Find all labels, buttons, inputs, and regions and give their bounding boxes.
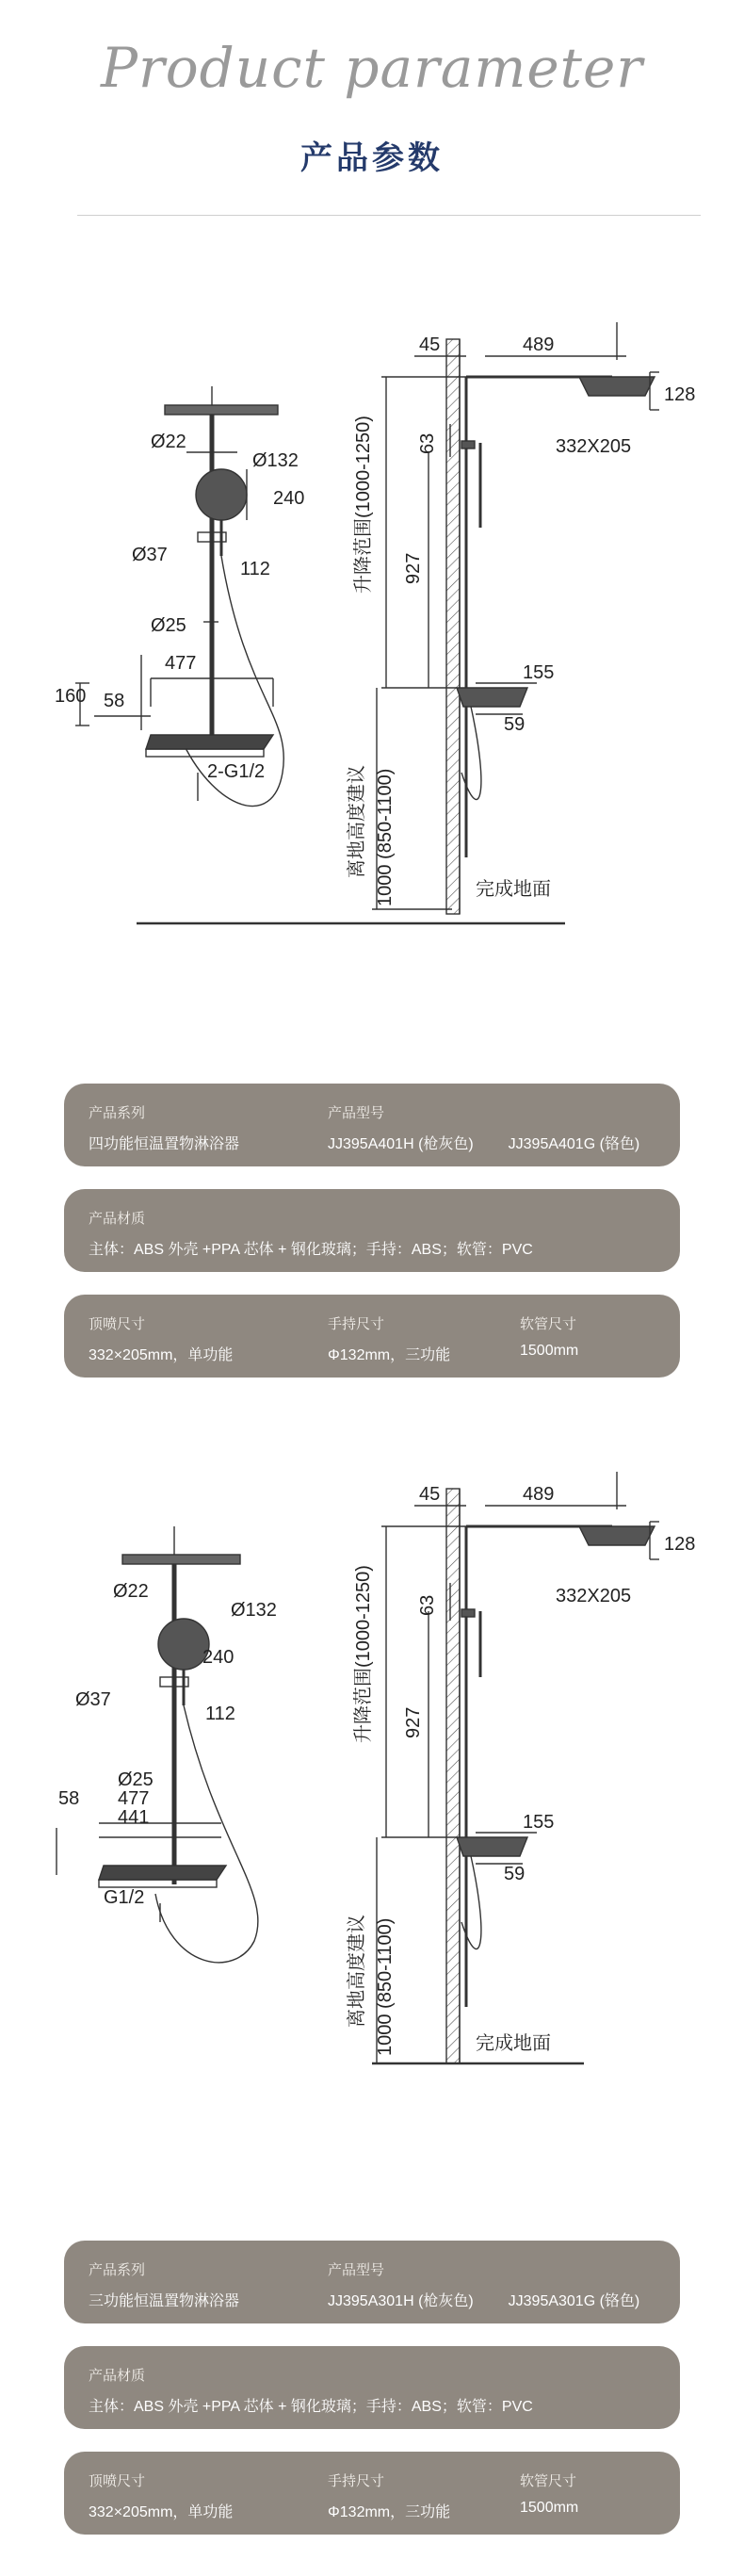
dim-d37: Ø37 [75,1689,111,1710]
dim-d37: Ø37 [132,545,168,565]
dim-d332: 332X205 [556,1586,632,1606]
dim-d441: 441 [118,1807,150,1828]
series-value: 三功能恒温置物淋浴器 [89,2293,240,2309]
dim-range: 升降范围(1000-1250) [353,1565,374,1743]
series-value: 四功能恒温置物淋浴器 [89,1136,240,1152]
dim-d112: 112 [240,559,270,579]
material-label: 产品材质 [89,2368,146,2384]
page-title: 产品参数 [300,139,444,177]
dim-d132: Ø132 [252,450,299,471]
dim-height: 离地高度建议 [347,1915,367,2028]
dim-d489: 489 [523,1484,555,1505]
material-label: 产品材质 [89,1211,146,1227]
dim-d45: 45 [419,334,441,355]
spec-card-series [64,1084,680,1166]
dim-d132: Ø132 [231,1600,277,1621]
dim-d59: 59 [504,1864,526,1884]
spec-card-sizes-2 [64,2452,680,2535]
dim-g: G1/2 [104,1887,145,1908]
spec-card-sizes [64,1295,680,1378]
hand-label: 手持尺寸 [328,2473,385,2489]
top-value: 332×205mm，单功能 [89,1347,234,1363]
dim-d927: 927 [403,1706,424,1738]
dim-d59: 59 [504,714,526,735]
hose-label: 软管尺寸 [520,1316,577,1332]
hand-label: 手持尺寸 [328,1316,385,1332]
dim-d58: 58 [104,691,125,711]
divider [77,215,701,216]
floor-label: 完成地面 [476,879,551,900]
top-value: 332×205mm，单功能 [89,2504,234,2520]
material-value: 主体：ABS 外壳 +PPA 芯体 + 钢化玻璃；手持：ABS；软管：PVC [89,2399,533,2415]
top-shower-side [579,377,655,396]
dim-height: 离地高度建议 [347,765,367,878]
dim-d155: 155 [523,1812,555,1833]
spec-card-material-2 [64,2346,680,2429]
dim-d477: 477 [165,653,197,674]
model-value-a: JJ395A301H (枪灰色) [328,2293,474,2309]
dim-d128: 128 [664,384,696,405]
dim-height2: 1000 (850-1100) [375,1917,396,2056]
technical-drawing-2 [0,1451,744,2139]
dim-d22: Ø22 [113,1581,149,1602]
dim-d240: 240 [202,1647,235,1668]
dim-d112: 112 [205,1704,235,1724]
dim-d25: Ø25 [151,615,186,636]
hose-value: 1500mm [520,2500,579,2516]
dim-d22: Ø22 [151,432,186,452]
hand-value: Φ132mm，三功能 [328,2504,451,2520]
model-value-a: JJ395A401H (枪灰色) [328,1136,474,1152]
top-label: 顶喷尺寸 [89,1316,146,1332]
series-label: 产品系列 [89,1105,146,1121]
dim-d25: Ø25 [118,1769,154,1790]
dim-d477: 477 [118,1788,150,1809]
spec-card-material [64,1189,680,1272]
model-value-b: JJ395A401G (铬色) [508,1136,640,1152]
dim-d45: 45 [419,1484,441,1505]
dim-height2: 1000 (850-1100) [375,768,396,906]
dim-d63: 63 [417,432,438,454]
hand-shower [196,469,247,520]
dim-d63: 63 [417,1594,438,1616]
dim-d332: 332X205 [556,436,632,457]
dim-d128: 128 [664,1534,696,1555]
floor-label: 完成地面 [476,2033,551,2054]
dim-d927: 927 [403,552,424,584]
dim-g: 2-G1/2 [207,761,266,782]
script-title: Product parameter [100,36,644,100]
dim-d160: 160 [55,686,87,707]
hose-value: 1500mm [520,1343,579,1359]
technical-drawing-1 [0,302,744,989]
series-label: 产品系列 [89,2262,146,2278]
dim-d155: 155 [523,662,555,683]
dim-d240: 240 [273,488,305,509]
wall [446,339,460,914]
spec-card-series-2 [64,2241,680,2323]
model-label: 产品型号 [328,1105,385,1121]
dim-d489: 489 [523,334,555,355]
hose-label: 软管尺寸 [520,2473,577,2489]
material-value: 主体：ABS 外壳 +PPA 芯体 + 钢化玻璃；手持：ABS；软管：PVC [89,1242,533,1258]
model-label: 产品型号 [328,2262,385,2278]
dim-d58: 58 [58,1788,80,1809]
top-label: 顶喷尺寸 [89,2473,146,2489]
dim-range: 升降范围(1000-1250) [353,416,374,594]
model-value-b: JJ395A301G (铬色) [508,2293,640,2309]
rain-shower-head [165,405,278,415]
hand-value: Φ132mm，三功能 [328,1347,451,1363]
